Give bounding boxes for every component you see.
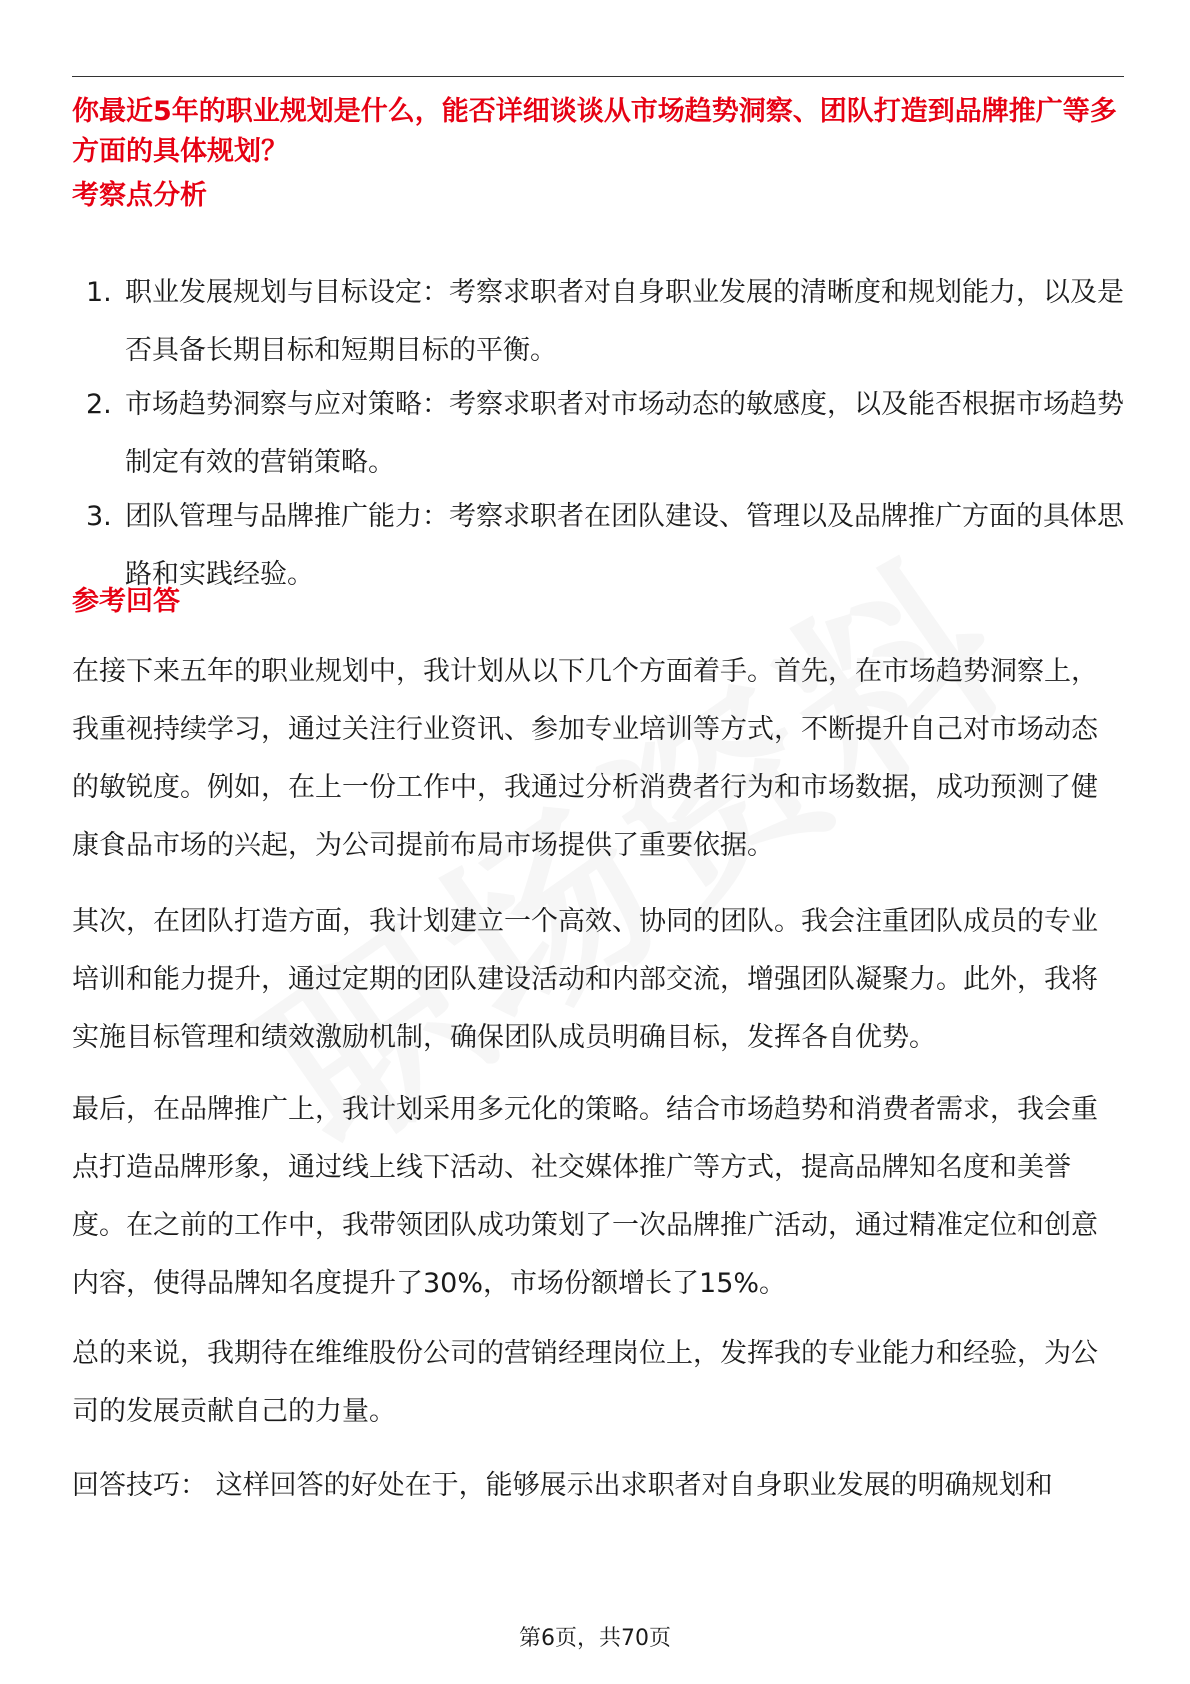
list-item-text: 团队管理与品牌推广能力：考察求职者在团队建设、管理以及品牌推广方面的具体思路和实践经验。 xyxy=(125,501,1124,590)
list-item xyxy=(72,264,1124,380)
analysis-list xyxy=(72,264,1124,604)
list-item xyxy=(72,376,1124,492)
answer-paragraph: 最后，在品牌推广上，我计划采用多元化的策略。结合市场趋势和消费者需求，我会重点打造品牌形象，通过线上线下活动、社交媒体推广等方式，提高品牌知名度和美誉度。在之前的工作中，我带领团队成功策划了一次品牌推广活动，通过精准定位和创意内容，使得品牌知名度提升了30%，市场份额增长了15%。 xyxy=(72,1094,1098,1299)
list-item-number: 2. xyxy=(86,389,112,420)
list-item-text: 市场趋势洞察与应对策略：考察求职者对市场动态的敏感度，以及能否根据市场趋势制定有效的营销策略。 xyxy=(125,389,1124,478)
list-item xyxy=(72,488,1124,604)
top-divider xyxy=(72,76,1124,77)
page-number: 第6页，共70页 xyxy=(519,1626,671,1651)
analysis-title: 考察点分析 xyxy=(72,180,207,211)
question-heading: 你最近5年的职业规划是什么，能否详细谈谈从市场趋势洞察、团队打造到品牌推广等多方面的具体规划？ xyxy=(72,96,1117,167)
answer-paragraph: 在接下来五年的职业规划中，我计划从以下几个方面着手。首先，在市场趋势洞察上，我重视持续学习，通过关注行业资讯、参加专业培训等方式，不断提升自己对市场动态的敏锐度。例如，在上一份工作中，我通过分析消费者行为和市场数据，成功预测了健康食品市场的兴起，为公司提前布局市场提供了重要依据。 xyxy=(72,656,1098,861)
answer-tip: 回答技巧： 这样回答的好处在于，能够展示出求职者对自身职业发展的明确规划和 xyxy=(72,1470,1053,1501)
list-item-text: 职业发展规划与目标设定：考察求职者对自身职业发展的清晰度和规划能力，以及是否具备长期目标和短期目标的平衡。 xyxy=(125,277,1124,366)
list-item-number: 1. xyxy=(86,277,112,308)
answer-paragraph: 总的来说，我期待在维维股份公司的营销经理岗位上，发挥我的专业能力和经验，为公司的发展贡献自己的力量。 xyxy=(72,1338,1098,1427)
answer-title: 参考回答 xyxy=(72,586,180,617)
list-item-number: 3. xyxy=(86,501,112,532)
answer-paragraph: 其次，在团队打造方面，我计划建立一个高效、协同的团队。我会注重团队成员的专业培训和能力提升，通过定期的团队建设活动和内部交流，增强团队凝聚力。此外，我将实施目标管理和绩效激励机制，确保团队成员明确目标，发挥各自优势。 xyxy=(72,906,1098,1053)
